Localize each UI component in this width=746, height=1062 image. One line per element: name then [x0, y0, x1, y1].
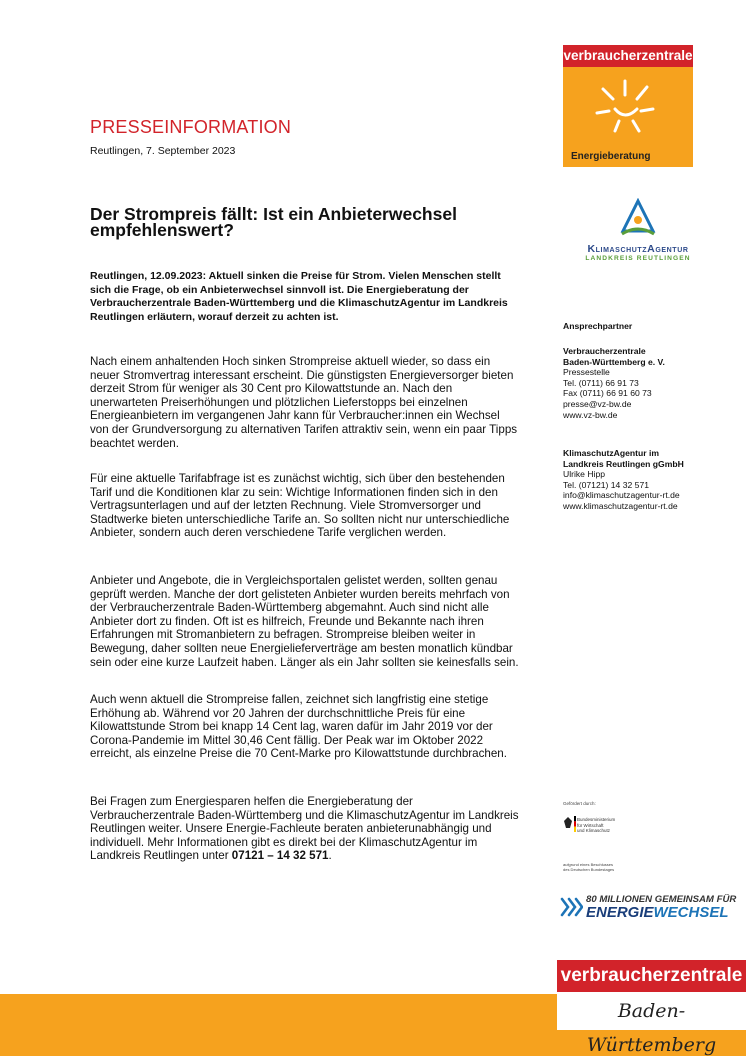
phone-number: 07121 – 14 32 571 [231, 849, 329, 863]
vz-logo-wordmark: verbraucherzentrale [563, 45, 693, 67]
body-paragraph-5 [90, 795, 520, 863]
wordmark-part-1: ENERGIE [586, 904, 654, 921]
contact-vz [563, 346, 743, 420]
decision-line: des Deutschen Bundestages [563, 867, 615, 872]
vzbw-logo-wordmark: verbraucherzentrale [557, 960, 746, 992]
contact-email[interactable]: presse@vz-bw.de [563, 398, 632, 409]
contact-dept: Pressestelle [563, 367, 610, 378]
funding-intro: Gefördert durch: [563, 801, 596, 806]
contact-tel: Tel. (0711) 66 91 73 [563, 377, 639, 388]
body-paragraph-4 [90, 693, 520, 761]
lead-paragraph: Reutlingen, 12.09.2023: Aktuell sinken die Preise für Strom. Vielen Menschen stellt sich die Frage, ob ein Anbieterwechsel sinnvoll ist. Die Energieberatung der Verbraucherzentrale Baden-Württemberg und die KlimaschutzAgentur im Landkreis Reutlingen erläutern, worauf derzeit zu achten ist. [90, 270, 508, 323]
press-date: Reutlingen, 7. September 2023 [90, 145, 236, 157]
klimaschutzagentur-name: KlimaschutzAgentur [587, 243, 689, 255]
paragraph-end: . [328, 849, 332, 863]
press-title: PRESSEINFORMATION [90, 117, 292, 137]
federal-eagle-icon [563, 816, 573, 830]
vzbw-logo-region: Baden-Württemberg [586, 1000, 717, 1056]
vz-logo-caption: Energieberatung [571, 151, 651, 162]
contact-ka [563, 448, 743, 512]
paragraph-text: Anbieter und Angebote, die in Vergleichsportalen gelistet werden, sollten genau geprüft werden. Manche der dort gelisteten Anbieter wurden bereits mehrfach von der Verbraucherzentrale Baden-Württemberg abgemahnt. Auch sind nicht alle Anbieter dort zu finden. Oft ist es hilfreich, Freunde und Bekannte nach ihren Erfahrungen mit Stromanbietern zu befragen. Strompreise bleiben weiter in Bewegung, daher sollten neue Energielieferverträge am besten monatlich kündbar sein oder eine kurze Laufzeit haben. Länger als ein Jahr sollten sie keinesfalls sein. [90, 574, 519, 669]
energiewechsel-tagline: 80 MILLIONEN GEMEINSAM FÜR [586, 894, 737, 905]
contact-org: Verbraucherzentrale [563, 346, 646, 356]
body-paragraph-2 [90, 472, 520, 540]
contact-web[interactable]: www.vz-bw.de [563, 409, 618, 420]
paragraph-text: Für eine aktuelle Tarifabfrage ist es zunächst wichtig, sich über den bestehenden Tarif und die Konditionen klar zu sein: Wichtige Informationen finden sich in den Vertragsunterlagen und auf der letzten Rechnung. Viele Stromversorger und Stadtwerke bieten unterschiedliche Tarife an. So sollten nicht nur unterschiedliche Anbieter, sondern auch deren verschiedene Tarife verglichen werden. [90, 472, 510, 540]
paragraph-text: Auch wenn aktuell die Strompreise fallen, zeichnet sich langfristig eine stetige Erhöhung ab. Während vor 20 Jahren der durchschnittliche Preis für eine Kilowattstunde Strom bei knapp 14 Cent lag, waren dafür im Jahr 2019 vor der Corona-Pandemie im Mittel 30,46 Cent fällig. Der Peak war im Oktober 2022 erreicht, als einzelne Preise die 70 Cent-Marke pro Kilowattstunde durchbrachen. [90, 693, 507, 761]
ministry-line: für Wirtschaft [577, 822, 604, 828]
contact-web[interactable]: www.klimaschutzagentur-rt.de [563, 500, 678, 511]
headline: Der Strompreis fällt: Ist ein Anbieterwechsel empfehlenswert? [90, 204, 457, 240]
wordmark-part-2: WECHSEL [653, 904, 729, 921]
sun-icon [593, 75, 657, 135]
body-paragraph-3 [90, 574, 520, 669]
paragraph-text [90, 795, 520, 863]
ministry-line: und Klimaschutz [577, 828, 611, 833]
paragraph-text: Nach einem anhaltenden Hoch sinken Strompreise aktuell wieder, so dass ein neuer Stromvertrag interessant erscheint. Die günstigsten Energieversorger bieten derzeit Strom für weniger als 30 Cent pro Kilowattstunde an. Nach den unerwarteten Preiserhöhungen und plötzlichen Lieferstopps bei einzelnen Energieanbietern im vergangenen Jahr kann für Verbraucher:innen ein Wechsel von der Grundversorgung zu alternativen Tarifen attraktiv sein, wenn ein paar Tipps beachtet werden. [90, 355, 518, 450]
contact-heading: Ansprechpartner [563, 321, 633, 331]
body-paragraph-1 [90, 355, 520, 450]
energiewechsel-wordmark [586, 904, 729, 921]
german-flag-icon [574, 816, 576, 832]
funding-ministry [577, 817, 615, 834]
klimaschutzagentur-mark-icon [617, 198, 659, 240]
contact-org: Baden-Württemberg e. V. [563, 356, 665, 367]
contact-fax: Fax (0711) 66 91 60 73 [563, 388, 652, 399]
contact-email[interactable]: info@klimaschutzagentur-rt.de [563, 490, 680, 501]
decision-line: aufgrund eines Beschlusses [563, 862, 614, 867]
paragraph-main: Bei Fragen zum Energiesparen helfen die Energieberatung der Verbraucherzentrale Baden-Württemberg und die KlimaschutzAgentur im Landkreis Reutlingen weiter. Unsere Energie-Fachleute beraten anbieterunabhängig und individuell. Mehr Informationen gibt es direkt bei der KlimaschutzAgentur im Landkreis Reutlingen unter [90, 795, 519, 863]
vz-energieberatung-logo [563, 45, 693, 167]
klimaschutzagentur-subtitle: LANDKREIS REUTLINGEN [585, 255, 691, 262]
contact-person: Ulrike Hipp [563, 469, 606, 480]
contact-org: KlimaschutzAgentur im [563, 448, 659, 458]
contact-tel: Tel. (07121) 14 32 571 [563, 479, 649, 490]
energiewechsel-arrows-icon [559, 896, 583, 918]
contact-org: Landkreis Reutlingen gGmbH [563, 458, 684, 469]
ministry-line: Bundesministerium [577, 817, 616, 822]
funding-decision [563, 862, 614, 872]
